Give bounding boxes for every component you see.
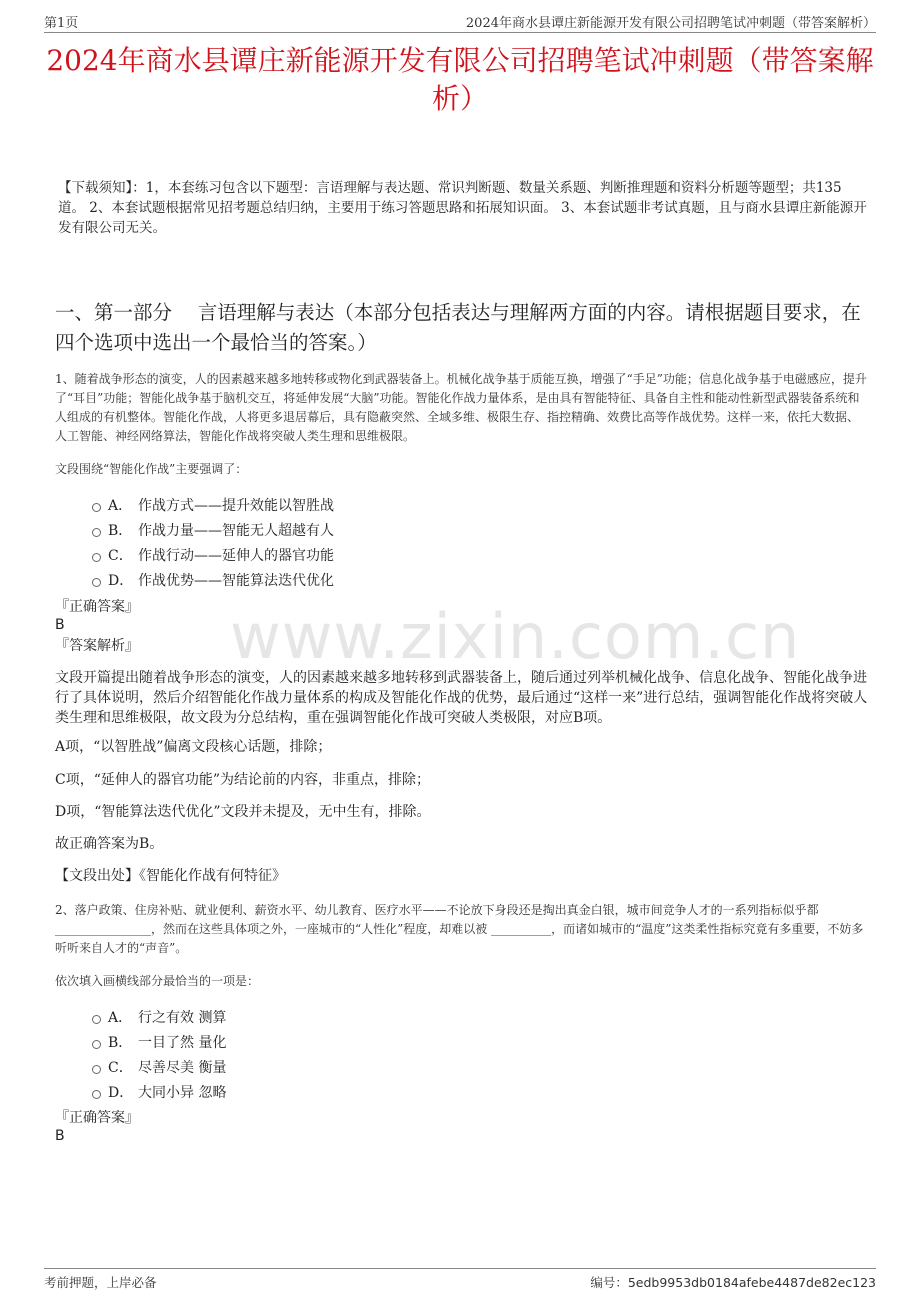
q1-source: 【文段出处】《智能化作战有何特征》 [55, 868, 286, 884]
q2-passage: 2、落户政策、住房补贴、就业便利、薪资水平、幼儿教育、医疗水平——不论放下身段还是掏出真金白银，城市间竞争人才的一系列指标似乎都 ________________，然而在这些具体项之外，一座城市的“人性化”程度，却难以被 __________，而诸如城市的“温度”这类柔性指标究竟有多重要，不妨多听听来自人才的“声音”。 [55, 903, 864, 955]
option-letter: B． [108, 1034, 133, 1051]
option-letter: D． [108, 1084, 134, 1101]
q2-answer: B [55, 1128, 65, 1144]
page-header [44, 10, 876, 33]
option-text: 作战力量——智能无人超越有人 [138, 522, 334, 539]
option-text: 大同小异 忽略 [138, 1084, 227, 1101]
q1-option-a-note: A项，“以智胜战”偏离文段核心话题，排除； [55, 739, 332, 755]
radio-icon[interactable] [92, 528, 101, 537]
watermark: www.zixin.com.cn [230, 600, 801, 673]
q1-answer-tag: 『正确答案』 [55, 599, 139, 615]
q1-option-d[interactable] [92, 567, 860, 592]
section-heading: 一、第一部分 言语理解与表达（本部分包括表达与理解两方面的内容。请根据题目要求，在四个选项中选出一个最恰当的答案。） [55, 301, 861, 354]
q1-option-d-note: D项，“智能算法迭代优化”文段并未提及，无中生有，排除。 [55, 804, 431, 820]
q2-prompt: 依次填入画横线部分最恰当的一项是： [55, 974, 260, 988]
q1-analysis: 文段开篇提出随着战争形态的演变，人的因素越来越多地转移到武器装备上，随后通过列举机械化战争、信息化战争、智能化战争进行了具体说明，然后介绍智能化作战力量体系的构成及智能化作战的优势，最后通过“这样一来”进行总结，强调智能化作战将突破人类生理和思维极限，故文段为分总结构，重在强调智能化作战可突破人类极限，对应B项。 [55, 670, 868, 726]
option-letter: D． [108, 572, 134, 589]
q2-options [92, 1004, 860, 1104]
radio-icon[interactable] [92, 578, 101, 587]
q1-analysis-tag: 『答案解析』 [55, 638, 139, 654]
option-letter: A． [108, 1009, 133, 1026]
radio-icon[interactable] [92, 1065, 101, 1074]
radio-icon[interactable] [92, 1090, 101, 1099]
option-text: 作战行动——延伸人的器官功能 [138, 547, 334, 564]
option-letter: B． [108, 522, 133, 539]
page-footer [44, 1268, 876, 1293]
radio-icon[interactable] [92, 1015, 101, 1024]
option-letter: C． [108, 1059, 133, 1076]
radio-icon[interactable] [92, 553, 101, 562]
option-text: 作战方式——提升效能以智胜战 [138, 497, 334, 514]
q1-option-c[interactable] [92, 542, 860, 567]
q2-option-c[interactable] [92, 1054, 860, 1079]
download-notice: 【下载须知】：1，本套练习包含以下题型：言语理解与表达题、常识判断题、数量关系题、判断推理题和资料分析题等题型；共135道。 2、本套试题根据常见招考题总结归纳，主要用于练习答题思路和拓展知识面。 3、本套试题非考试真题，且与商水县谭庄新能源开发有限公司无关。 [58, 180, 867, 236]
q1-conclusion: 故正确答案为B。 [55, 836, 164, 852]
option-letter: A． [108, 497, 133, 514]
q1-passage: 1、随着战争形态的演变，人的因素越来越多地转移或物化到武器装备上。机械化战争基于质能互换，增强了“手足”功能；信息化战争基于电磁感应，提升了“耳目”功能；智能化战争基于脑机交互，将延伸发展“大脑”功能。智能化作战力量体系，是由具有智能特征、具备自主性和能动性新型武器装备系统和人组成的有机整体。智能化作战，人将更多退居幕后，具有隐蔽突然、全域多维、极限生存、指控精确、效费比高等作战优势。这样一来，依托大数据、人工智能、神经网络算法，智能化作战将突破人类生理和思维极限。 [55, 372, 867, 443]
q1-option-a[interactable] [92, 492, 860, 517]
option-text: 尽善尽美 衡量 [138, 1059, 227, 1076]
radio-icon[interactable] [92, 503, 101, 512]
q1-answer: B [55, 617, 65, 633]
document-title: 2024年商水县谭庄新能源开发有限公司招聘笔试冲刺题（带答案解析） [46, 44, 874, 115]
q2-option-d[interactable] [92, 1079, 860, 1104]
page-number: 第1页 [44, 16, 79, 31]
q2-option-a[interactable] [92, 1004, 860, 1029]
option-letter: C． [108, 547, 133, 564]
q2-option-b[interactable] [92, 1029, 860, 1054]
option-text: 行之有效 测算 [138, 1009, 227, 1026]
q1-option-b[interactable] [92, 517, 860, 542]
q1-options [92, 492, 860, 592]
q1-prompt: 文段围绕“智能化作战”主要强调了： [55, 462, 248, 476]
q1-option-c-note: C项，“延伸人的器官功能”为结论前的内容，非重点，排除； [55, 772, 431, 788]
header-doc-title: 2024年商水县谭庄新能源开发有限公司招聘笔试冲刺题（带答案解析） [465, 16, 876, 31]
radio-icon[interactable] [92, 1040, 101, 1049]
option-text: 作战优势——智能算法迭代优化 [138, 572, 334, 589]
option-text: 一目了然 量化 [138, 1034, 227, 1051]
footer-serial: 编号：5edb9953db0184afebe4487de82ec123 [590, 1275, 876, 1290]
footer-slogan: 考前押题，上岸必备 [44, 1275, 157, 1290]
q2-answer-tag: 『正确答案』 [55, 1110, 139, 1126]
